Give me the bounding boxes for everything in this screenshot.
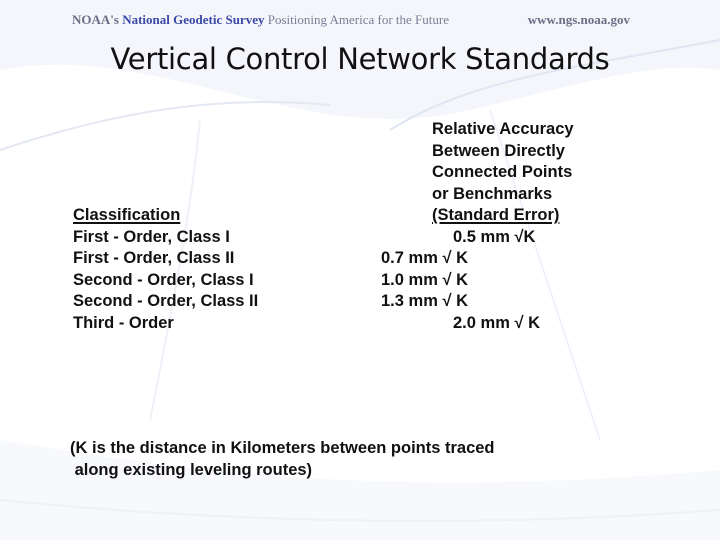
accuracy-cell: 0.5 mm √K bbox=[453, 227, 536, 246]
accuracy-cell: 2.0 mm √ K bbox=[453, 314, 541, 332]
accuracy-header-line: or Benchmarks bbox=[432, 184, 553, 203]
accuracy-cell: 1.0 mm √ K bbox=[381, 270, 469, 289]
agency-label: NOAA's bbox=[72, 12, 119, 27]
footnote-line: along existing leveling routes) bbox=[70, 461, 313, 479]
accuracy-header bbox=[432, 119, 574, 227]
slide-title: Vertical Control Network Standards bbox=[110, 42, 610, 76]
website-url: www.ngs.noaa.gov bbox=[527, 12, 630, 27]
accuracy-header-line: Between Directly bbox=[432, 141, 565, 160]
ngs-banner-left bbox=[72, 12, 449, 28]
classification-cell: Third - Order bbox=[73, 313, 174, 332]
classification-cell: Second - Order, Class I bbox=[73, 270, 254, 289]
accuracy-header-line: (Standard Error) bbox=[432, 206, 560, 225]
classification-cell: First - Order, Class II bbox=[73, 249, 235, 268]
footnote-line: (K is the distance in Kilometers between points traced bbox=[70, 439, 495, 457]
classification-column bbox=[73, 205, 431, 335]
accuracy-header-line: Relative Accuracy bbox=[432, 120, 574, 138]
header-banner bbox=[0, 0, 720, 40]
classification-header: Classification bbox=[73, 206, 181, 224]
accuracy-header-line: Connected Points bbox=[432, 163, 573, 182]
footnote bbox=[70, 437, 495, 481]
accuracy-cell: 0.7 mm √ K bbox=[381, 249, 469, 268]
classification-cell: First - Order, Class I bbox=[73, 227, 230, 246]
accuracy-cell: 1.3 mm √ K bbox=[381, 292, 469, 311]
classification-cell: Second - Order, Class II bbox=[73, 292, 259, 311]
tagline: Positioning America for the Future bbox=[267, 12, 449, 27]
survey-name: National Geodetic Survey bbox=[122, 12, 265, 27]
